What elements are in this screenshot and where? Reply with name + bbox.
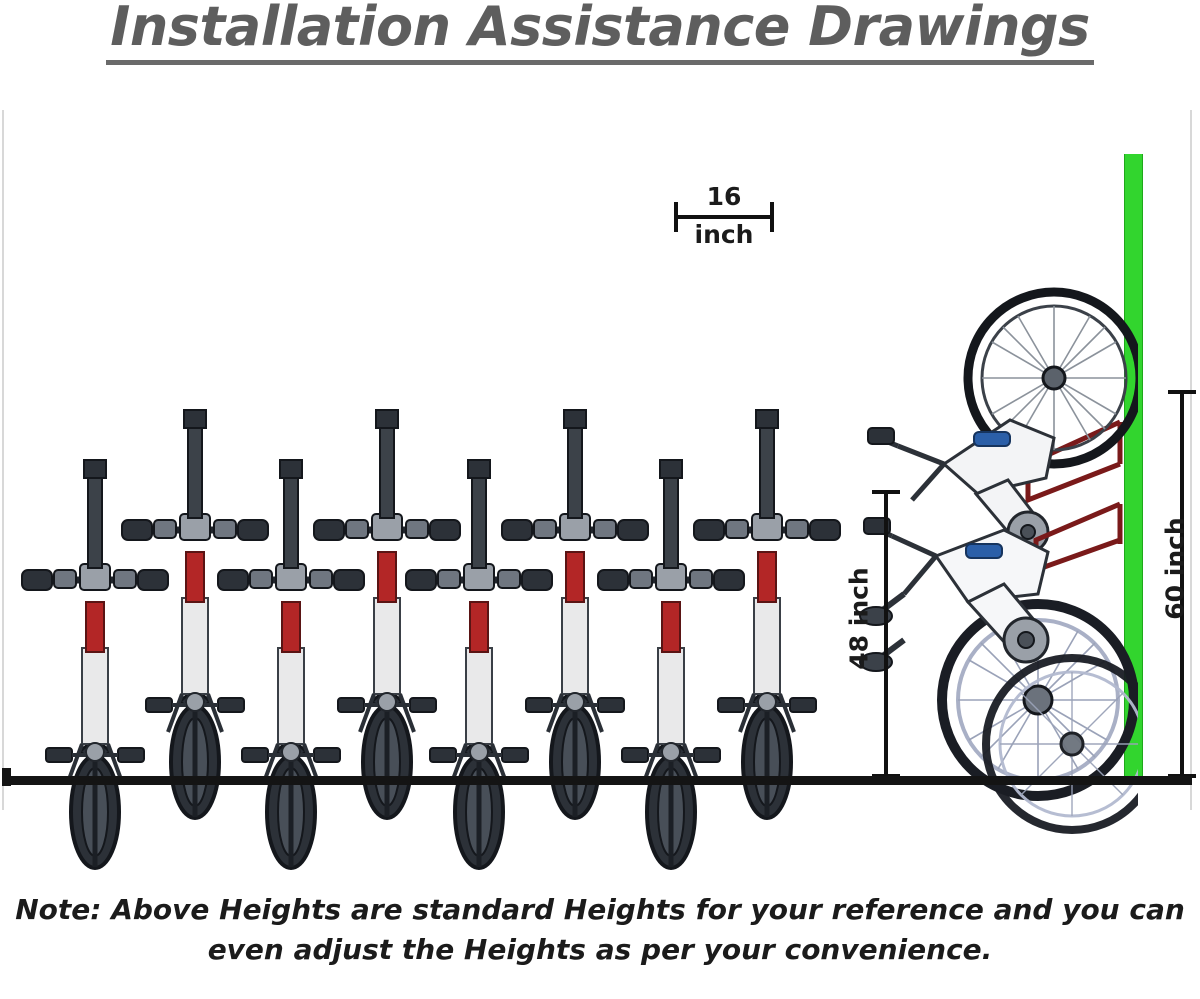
dimension-spacing-16-inch <box>668 182 780 254</box>
dimension-spacing-value: 16 <box>706 182 742 211</box>
drawing-canvas <box>0 92 1200 882</box>
dimension-spacing-line <box>676 215 772 219</box>
dimension-height-48-inch <box>832 486 896 782</box>
dimension-48-label: 48 inch <box>844 567 874 670</box>
dimension-48-line <box>884 492 888 778</box>
front-bike-8 <box>692 402 842 822</box>
dimension-spacing-unit: inch <box>694 220 754 249</box>
note-text: Note: Above Heights are standard Heights for your reference and you can even adjust the Heights as per your convenience. <box>15 893 1185 966</box>
dimension-60-label: 60 inch <box>1160 517 1190 620</box>
frame-line-left <box>2 110 4 810</box>
page-title: Installation Assistance Drawings <box>106 0 1093 65</box>
dimension-height-60-inch <box>1152 386 1200 782</box>
title-bar <box>0 0 1200 92</box>
ground-line <box>2 776 1192 785</box>
